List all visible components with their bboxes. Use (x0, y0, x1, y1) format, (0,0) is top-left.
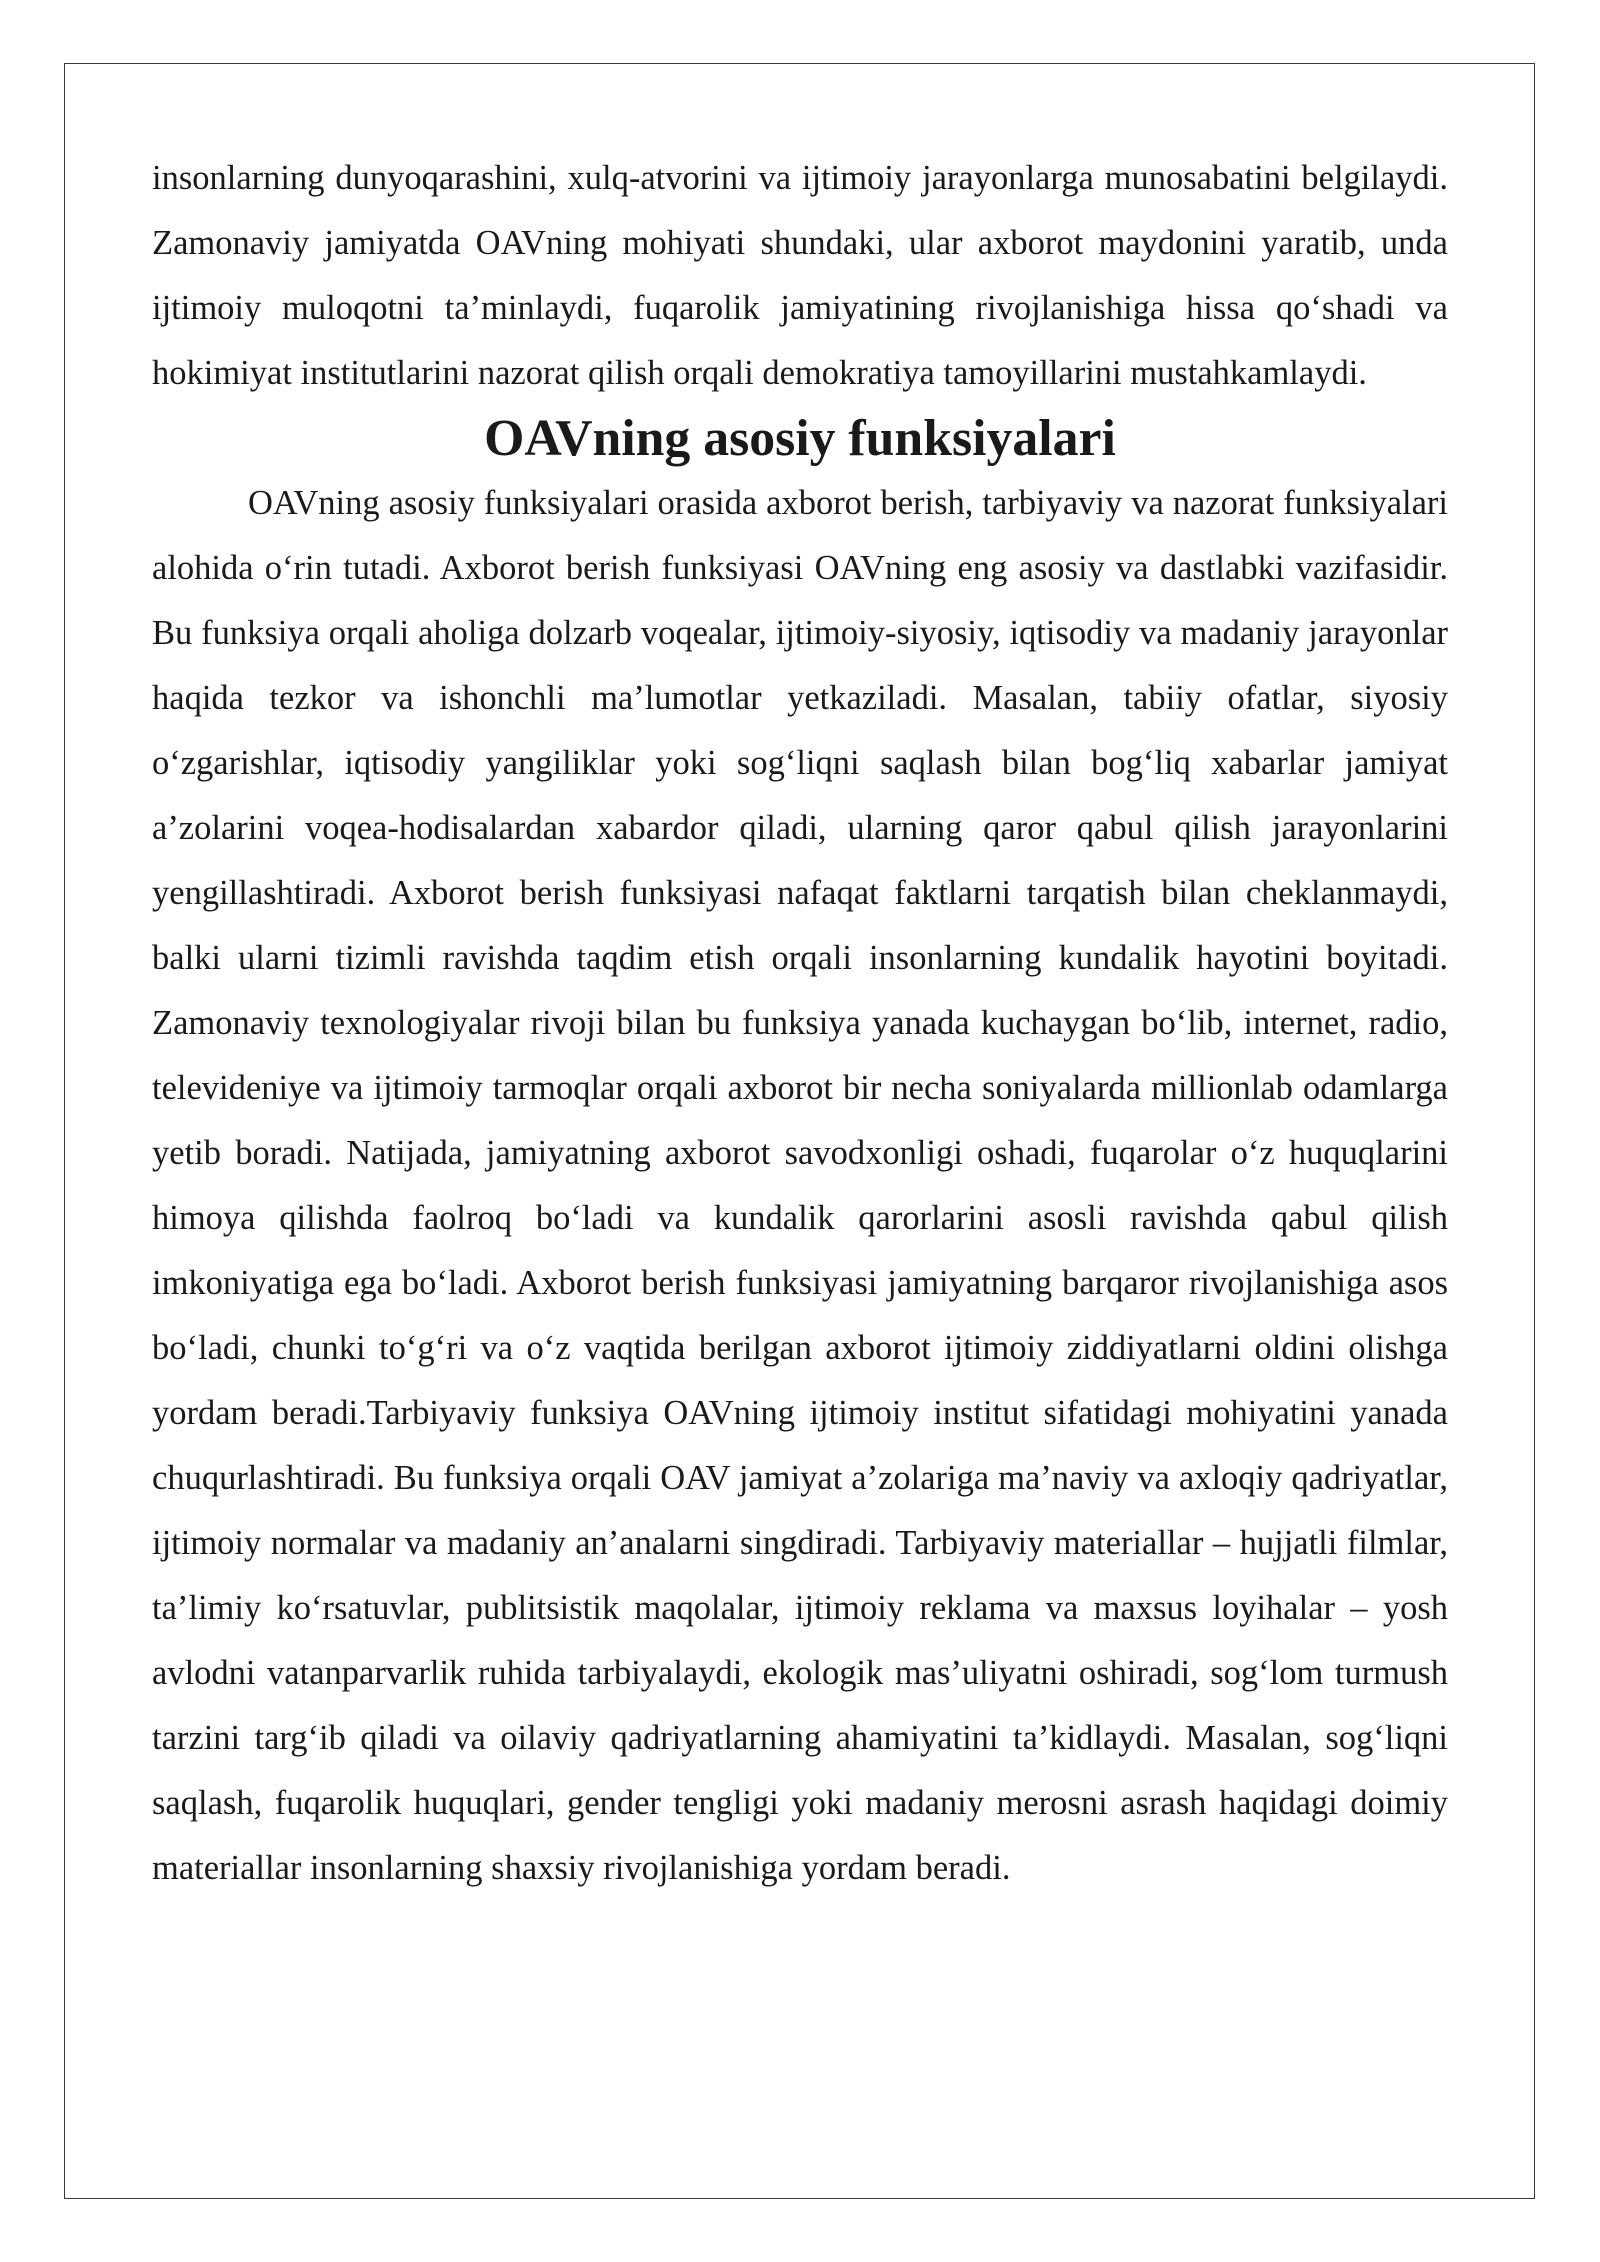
section-heading: OAVning asosiy funksiyalari (484, 410, 1116, 467)
document-body (152, 146, 1448, 1901)
paragraph-intro: insonlarning dunyoqarashini, xulq-atvorini va ijtimoiy jarayonlarga munosabatini belgilaydi. Zamonaviy jamiyatda OAVning mohiyati shundaki, ular axborot maydonini yaratib, unda ijtimoiy muloqotni ta’minlaydi, fuqarolik jamiyatining rivojlanishiga hissa qo‘shadi va hokimiyat institutlarini nazorat qilish orqali demokratiya tamoyillarini mustahkamlaydi. (152, 159, 1448, 392)
paragraph-functions: OAVning asosiy funksiyalari orasida axborot berish, tarbiyaviy va nazorat funksiyalari alohida o‘rin tutadi. Axborot berish funksiyasi OAVning eng asosiy va dastlabki vazifasidir. Bu funksiya orqali aholiga dolzarb voqealar, ijtimoiy-siyosiy, iqtisodiy va madaniy jarayonlar haqida tezkor va ishonchli ma’lumotlar yetkaziladi. Masalan, tabiiy ofatlar, siyosiy o‘zgarishlar, iqtisodiy yangiliklar yoki sog‘liqni saqlash bilan bog‘liq xabarlar jamiyat a’zolarini voqea-hodisalardan xabardor qiladi, ularning qaror qabul qilish jarayonlarini yengillashtiradi. Axborot berish funksiyasi nafaqat faktlarni tarqatish bilan cheklanmaydi, balki ularni tizimli ravishda taqdim etish orqali insonlarning kundalik hayotini boyitadi. Zamonaviy texnologiyalar rivoji bilan bu funksiya yanada kuchaygan bo‘lib, internet, radio, televideniye va ijtimoiy tarmoqlar orqali axborot bir necha soniyalarda millionlab odamlarga yetib boradi. Natijada, jamiyatning axborot savodxonligi oshadi, fuqarolar o‘z huquqlarini himoya qilishda faolroq bo‘ladi va kundalik qarorlarini asosli ravishda qabul qilish imkoniyatiga ega bo‘ladi. Axborot berish funksiyasi jamiyatning barqaror rivojlanishiga asos bo‘ladi, chunki to‘g‘ri va o‘z vaqtida berilgan axborot ijtimoiy ziddiyatlarni oldini olishga yordam beradi.Tarbiyaviy funksiya OAVning ijtimoiy institut sifatidagi mohiyatini yanada chuqurlashtiradi. Bu funksiya orqali OAV jamiyat a’zolariga ma’naviy va axloqiy qadriyatlar, ijtimoiy normalar va madaniy an’analarni singdiradi. Tarbiyaviy materiallar – hujjatli filmlar, ta’limiy ko‘rsatuvlar, publitsistik maqolalar, ijtimoiy reklama va maxsus loyihalar – yosh avlodni vatanparvarlik ruhida tarbiyalaydi, ekologik mas’uliyatni oshiradi, sog‘lom turmush tarzini targ‘ib qiladi va oilaviy qadriyatlarning ahamiyatini ta’kidlaydi. Masalan, sog‘liqni saqlash, fuqarolik huquqlari, gender tengligi yoki madaniy merosni asrash haqidagi doimiy materiallar insonlarning shaxsiy rivojlanishiga yordam beradi. (152, 484, 1448, 1887)
